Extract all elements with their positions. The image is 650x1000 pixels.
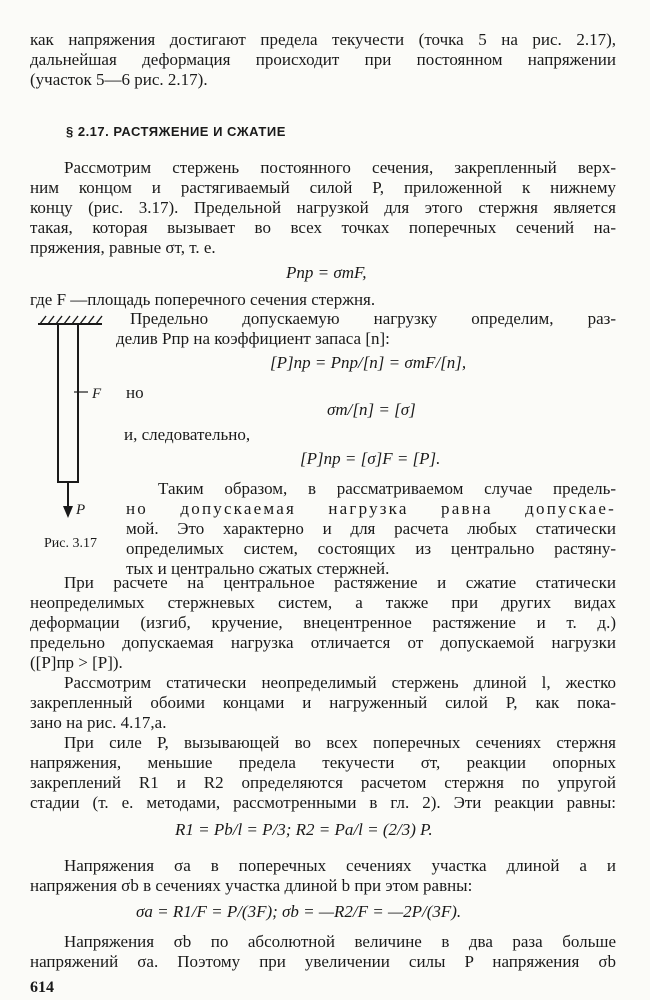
intro-line: дальнейшая деформация происходит при постоянном напряжении	[30, 50, 616, 69]
paragraph-line: напряжения, меньшие предела текучести σт, реакции опорных	[30, 753, 616, 772]
paragraph-line: стадии (т. е. методами, рассмотренными в гл. 2). Эти реакции равны:	[30, 793, 616, 812]
paragraph-line: закрепленный обоими концами и нагруженный силой P, как пока-	[30, 693, 616, 712]
phrase-therefore: и, следовательно,	[124, 425, 251, 444]
figure-label-P: P	[76, 502, 86, 518]
paragraph-line: Рассмотрим статически неопределимый стержень длиной l, жестко	[64, 673, 616, 692]
formula-stresses: σa = R1/F = P/(3F); σb = —R2/F = —2P/(3F).	[136, 902, 462, 921]
formula-allowable-stress: σт/[n] = [σ]	[327, 400, 416, 419]
formula-allowable-load: [P]пр = Pпр/[n] = σтF/[n],	[270, 353, 467, 372]
paragraph-line: ([P]пр > [P]).	[30, 653, 123, 672]
load-arrow-head	[63, 506, 73, 518]
paragraph-line: пряжения, равные σт, т. е.	[30, 238, 216, 257]
paragraph-line: При расчете на центральное растяжение и сжатие статически	[64, 573, 616, 592]
paragraph-line: ним концом и растягиваемый силой P, приложенной к нижнему	[30, 178, 616, 197]
figure-caption: Рис. 3.17	[44, 536, 97, 551]
paragraph-line: мой. Это характерно и для расчета любых статически	[126, 519, 616, 538]
paragraph-line: Рассмотрим стержень постоянного сечения, закрепленный верх-	[64, 158, 616, 177]
figure-3-17-rod-diagram	[30, 310, 120, 530]
page-number: 614	[30, 979, 54, 996]
formula-equality: [P]пр = [σ]F = [P].	[300, 449, 441, 468]
section-heading: § 2.17. РАСТЯЖЕНИЕ И СЖАТИЕ	[66, 124, 286, 139]
word-but: но	[126, 383, 144, 402]
paragraph-line: но допускаемая нагрузка равна допускае-	[126, 499, 616, 518]
paragraph-line: тых и центрально сжатых стержней.	[126, 559, 390, 578]
paragraph-line: При силе P, вызывающей во всех поперечных сечениях стержня	[64, 733, 616, 752]
paragraph-line: Напряжения σa в поперечных сечениях участка длиной a и	[64, 856, 616, 875]
paragraph-line: предельно допускаемая нагрузка отличается от допускаемой нагрузки	[30, 633, 616, 652]
paragraph-line: Напряжения σb по абсолютной величине в два раза больше	[64, 932, 616, 951]
figure-label-F: F	[92, 386, 102, 402]
paragraph-line: закреплений R1 и R2 определяются расчетом стержня по упругой	[30, 773, 616, 792]
paragraph-line: такая, которая вызывает во всех точках поперечных сечений на-	[30, 218, 616, 237]
paragraph-line: Предельно допускаемую нагрузку определим, раз-	[130, 309, 616, 328]
paragraph-line: Таким образом, в рассматриваемом случае предель-	[158, 479, 616, 498]
paragraph-line: зано на рис. 4.17,a.	[30, 713, 167, 732]
rod-body	[58, 324, 78, 482]
formula-limit-load: Pпр = σтF,	[286, 263, 367, 282]
paragraph-line: деформации (изгиб, кручение, внецентренное растяжение и т. д.)	[30, 613, 616, 632]
paragraph-line: напряжения σb в сечениях участка длиной b при этом равны:	[30, 876, 473, 895]
paragraph-line: напряжений σa. Поэтому при увеличении силы P напряжения σb	[30, 952, 616, 971]
intro-line: (участок 5—6 рис. 2.17).	[30, 70, 208, 89]
paragraph-line: делив Pпр на коэффициент запаса [n]:	[116, 329, 390, 348]
paragraph-line: концу (рис. 3.17). Предельной нагрузкой для этого стержня является	[30, 198, 616, 217]
fixed-support-hatching	[38, 316, 102, 324]
paragraph-line: неопределимых стержневых систем, а также при других видах	[30, 593, 616, 612]
paragraph-line: определимых систем, состоящих из центрально растяну-	[126, 539, 616, 558]
intro-line: как напряжения достигают предела текучести (точка 5 на рис. 2.17),	[30, 30, 616, 49]
paragraph-line: где F —площадь поперечного сечения стержня.	[30, 290, 376, 309]
formula-reactions: R1 = Pb/l = P/3; R2 = Pa/l = (2/3) P.	[175, 820, 433, 839]
